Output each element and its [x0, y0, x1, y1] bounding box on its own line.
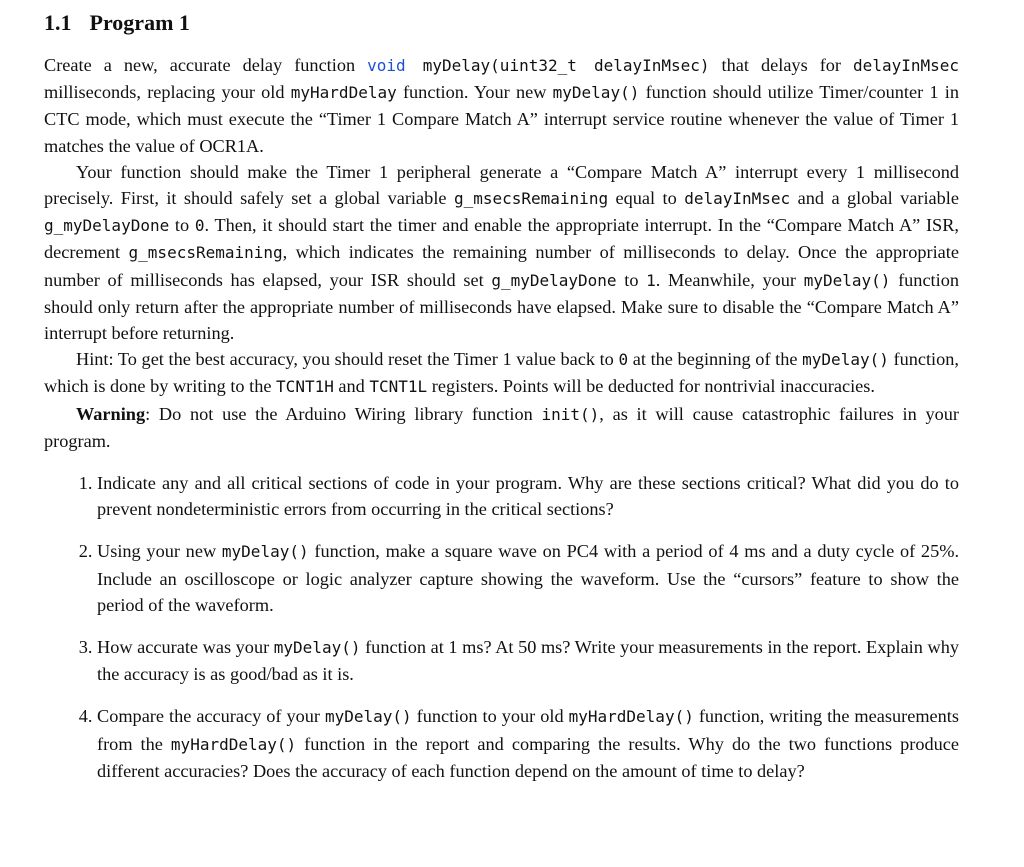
code-delayinmsec: delayInMsec — [853, 56, 960, 75]
text-run: , which indicates the remaining number of milliseconds to delay. Once the appropriate number of milliseconds has elapsed, your ISR should set — [44, 242, 959, 290]
text-run: Create a new, accurate delay function — [44, 55, 368, 75]
question-list — [44, 470, 959, 784]
code-zero: 0 — [194, 216, 205, 236]
text-run: How accurate was your — [97, 637, 274, 658]
question-item-2 — [97, 538, 959, 618]
code-myharddelay: myHardDelay — [290, 83, 397, 103]
text-run: . Then, it should start the timer and enable the appropriate interrupt. In the “Compare Match A” ISR, decrement — [44, 215, 959, 263]
text-run: Hint: To get the best accuracy, you should reset the Timer 1 value back to — [76, 349, 619, 370]
code-mydelay: myDelay() — [802, 350, 889, 370]
code-function-signature: myDelay(uint32_t delayInMsec) — [405, 56, 710, 75]
code-myharddelay: myHardDelay() — [170, 734, 297, 754]
text-run: function at 1 ms? At 50 ms? Write your measurements in the report. Explain why the accuracy is as good/bad as it is. — [97, 637, 959, 685]
code-msecsremaining: g_msecsRemaining — [128, 243, 283, 263]
text-run: to — [616, 269, 647, 290]
text-run: function should only return after the appropriate number of milliseconds have elapsed. Make sure to disable the “Compare Match A” interrupt before returning. — [44, 269, 960, 344]
code-mydelay: myDelay() — [803, 270, 891, 290]
text-run: , as it will cause catastrophic failures in your program. — [44, 403, 960, 451]
text-run: Your function should make the Timer 1 peripheral generate a “Compare Match A” interrupt every 1 millisecond precisely. First, it should safely set a global variable — [44, 161, 959, 209]
code-mydelay: myDelay() — [221, 542, 309, 562]
code-mydelay: myDelay() — [324, 707, 412, 727]
text-run: Indicate any and all critical sections of code in your program. Why are these sections critical? What did you do to prevent nondeterministic errors from occurring in the critical sections? — [97, 473, 959, 520]
code-msecsremaining: g_msecsRemaining — [453, 189, 609, 209]
question-item-4 — [97, 703, 959, 784]
text-run: function, make a square wave on PC4 with a period of 4 ms and a duty cycle of 25%. Include an oscilloscope or logic analyzer capture showing the waveform. Use the “cursors” feature to show the period of the waveform. — [97, 541, 960, 615]
code-init: init() — [541, 404, 600, 424]
section-heading — [44, 8, 190, 38]
text-run: function. Your new — [396, 82, 553, 103]
paragraph-requirements — [44, 159, 959, 346]
text-run: to — [169, 215, 195, 236]
text-run: registers. Points will be deducted for nontrivial inaccuracies. — [427, 376, 875, 397]
text-run: that delays for — [709, 55, 854, 75]
code-zero: 0 — [618, 350, 629, 370]
text-run: Compare the accuracy of your — [97, 706, 325, 727]
section-body — [44, 52, 959, 784]
text-run: : Do not use the Arduino Wiring library function — [145, 403, 542, 424]
question-item-3 — [97, 634, 959, 687]
text-run: Using your new — [97, 541, 222, 562]
code-myharddelay: myHardDelay() — [568, 707, 694, 727]
paragraph-hint — [44, 346, 959, 400]
text-run: . Meanwhile, your — [655, 269, 804, 290]
section-number: 1.1 — [44, 10, 72, 35]
question-item-1 — [97, 470, 959, 522]
code-one: 1 — [646, 270, 656, 290]
text-run: function to your old — [411, 706, 569, 727]
text-run: milliseconds, replacing your old — [44, 82, 291, 103]
paragraph-intro — [44, 52, 959, 159]
text-run: function, writing the measurements from the — [97, 706, 959, 754]
code-tcnt1l: TCNT1L — [369, 377, 428, 397]
code-tcnt1h: TCNT1H — [276, 377, 334, 397]
text-run: at the beginning of the — [628, 349, 803, 370]
code-delayinmsec: delayInMsec — [684, 189, 791, 209]
code-mydelay: myDelay() — [273, 638, 361, 658]
code-mydelaydone: g_myDelayDone — [491, 270, 617, 290]
code-keyword-void: void — [367, 56, 406, 75]
section-title: Program 1 — [89, 10, 190, 35]
paragraph-warning — [44, 401, 959, 454]
text-run: equal to — [608, 188, 685, 209]
text-run: function in the report and comparing the results. Why do the two functions produce different accuracies? Does the accuracy of each function depend on the amount of time to delay? — [97, 733, 959, 781]
text-run: function should utilize Timer/counter 1 in CTC mode, which must execute the “Timer 1 Compare Match A” interrupt service routine whenever the value of Timer 1 matches the value of OCR1A. — [44, 82, 959, 156]
code-mydelaydone: g_myDelayDone — [44, 216, 170, 236]
text-run: and a global variable — [790, 188, 959, 209]
text-run: function, which is done by writing to the — [44, 349, 959, 397]
warning-label: Warning — [76, 403, 146, 424]
code-mydelay: myDelay() — [552, 83, 640, 103]
text-run: and — [333, 376, 370, 397]
